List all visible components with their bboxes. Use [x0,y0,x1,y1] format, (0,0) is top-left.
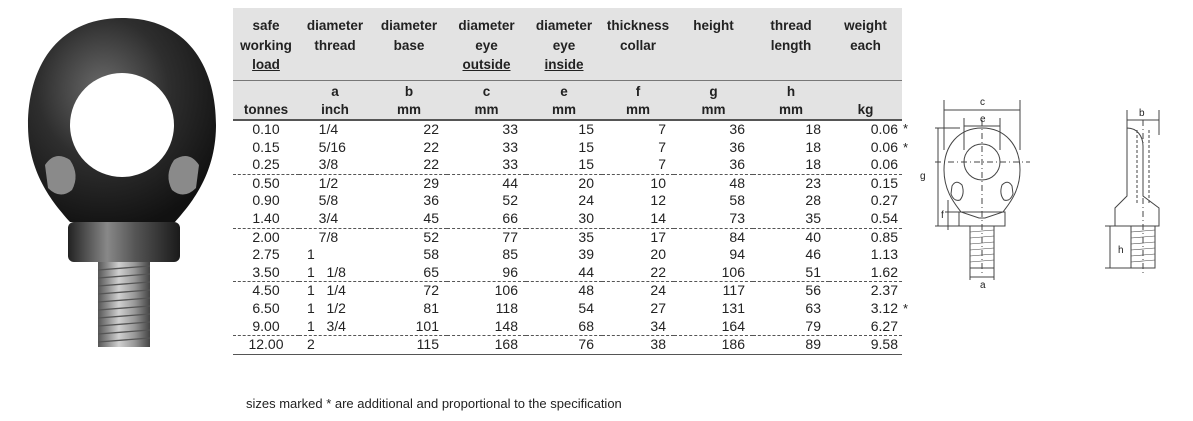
cell-h: 51 [753,264,829,282]
column-header-line1: diameter [306,18,364,33]
cell-f: 34 [602,318,674,336]
cell-c: 44 [502,174,518,191]
column-header-5 [602,8,674,81]
table-row [233,156,902,174]
column-header-0 [233,8,299,81]
cell-b: 115 [371,336,447,355]
cell-kg: 0.54 [829,210,902,228]
cell-h: 63 [805,299,821,316]
cell-f: 14 [602,210,674,228]
technical-drawing [905,90,1193,290]
cell-e: 24 [578,192,594,209]
additional-size-marker: * [903,139,909,155]
column-header-line1: safe [252,18,280,33]
cell-kg: 9.58 [829,336,902,355]
cell-g: 73 [674,210,753,228]
cell-f: 7 [658,138,666,155]
cell-b: 72 [423,282,439,299]
cell-e: 54 [578,299,594,316]
column-header-6 [674,8,753,81]
cell-c: 33 [447,156,526,174]
table-row [233,139,902,157]
column-symbol: c [482,84,491,99]
table-row [233,336,902,355]
cell-thread: 1 1/2 [307,299,346,316]
column-header-line2: working [240,37,292,53]
column-symbol: e [560,84,568,99]
cell-load: 2.00 [252,228,280,245]
column-unit-3 [447,81,526,121]
cell-load: 6.50 [252,299,280,316]
cell-b: 65 [371,264,447,282]
cell-thread: 5/16 [307,138,346,155]
cell-kg: 0.85 [870,228,898,245]
column-header-line1: diameter [535,18,593,33]
column-header-line1: diameter [380,18,438,33]
table-row [233,264,902,282]
cell-e: 20 [578,174,594,191]
eye-bolt-photo [0,0,230,421]
column-header-line2: each [850,37,881,53]
column-unit-0 [233,81,299,121]
cell-h: 35 [753,210,829,228]
cell-c: 148 [447,318,526,336]
column-unit: mm [551,102,576,117]
column-header-line2: eye [552,37,576,53]
cell-h: 23 [805,174,821,191]
column-header-line1: height [693,18,734,33]
column-header-4 [526,8,602,81]
column-header-line3: load [252,57,280,72]
column-symbol: a [331,84,339,99]
column-unit-1 [299,81,371,121]
column-unit: tonnes [243,102,289,117]
cell-kg: 1.62 [829,264,902,282]
label-e: e [980,114,986,125]
cell-f: 7 [658,121,666,137]
column-symbol: f [635,84,641,99]
column-header-line1: thickness [606,18,670,33]
cell-c: 106 [494,282,518,299]
column-symbol: h [786,84,796,99]
column-unit: mm [474,102,499,117]
label-b: b [1139,108,1145,119]
cell-g: 48 [729,174,745,191]
cell-e: 30 [526,210,602,228]
column-header-line2: base [393,37,425,53]
column-unit-5 [602,81,674,121]
cell-thread: 1/2 [307,174,339,191]
cell-f: 20 [650,246,666,263]
cell-thread: 1 3/4 [299,318,371,336]
cell-thread: 1 1/8 [299,264,371,282]
column-header-line2: length [770,37,812,53]
cell-h: 79 [753,318,829,336]
additional-size-marker: * [903,121,909,136]
table-row [233,246,902,264]
specification-table [233,8,902,355]
cell-g: 106 [674,264,753,282]
cell-b: 52 [423,228,439,245]
cell-f: 10 [650,174,666,191]
header-row-titles [233,8,902,81]
cell-c: 33 [502,121,518,137]
cell-b: 45 [371,210,447,228]
cell-thread: 7/8 [307,228,339,245]
cell-c: 52 [502,192,518,209]
cell-h: 18 [753,156,829,174]
cell-g: 117 [722,282,745,299]
cell-e: 44 [526,264,602,282]
cell-h: 18 [805,121,821,137]
label-a: a [980,280,986,290]
cell-thread: 2 [299,336,371,355]
cell-f: 22 [602,264,674,282]
column-header-line2: thread [314,37,356,53]
table-row [233,282,902,300]
cell-h: 28 [805,192,821,209]
cell-load: 0.25 [233,156,299,174]
table-body [233,120,902,354]
column-symbol: b [404,84,414,99]
cell-b: 22 [371,156,447,174]
cell-h: 56 [805,282,821,299]
cell-load: 12.00 [233,336,299,355]
column-unit-8 [829,81,902,121]
table-row [233,120,902,139]
column-unit-2 [371,81,447,121]
cell-kg: 2.37 [870,282,898,299]
column-header-line1: diameter [458,18,515,33]
cell-c: 66 [447,210,526,228]
table-row [233,192,902,210]
column-header-2 [371,8,447,81]
column-unit: mm [701,102,726,117]
footnote: sizes marked * are additional and proportional to the specification [246,396,622,411]
cell-load: 0.10 [252,121,280,137]
cell-e: 68 [526,318,602,336]
label-g: g [920,171,926,182]
cell-b: 101 [371,318,447,336]
cell-g: 36 [674,156,753,174]
cell-load: 0.15 [252,138,280,155]
cell-e: 39 [578,246,594,263]
cell-kg: 0.06 [829,156,902,174]
cell-thread: 5/8 [307,192,339,209]
column-symbol: g [709,84,718,99]
cell-kg: 0.06 [870,121,898,137]
column-unit: kg [857,102,874,117]
cell-load: 0.50 [252,174,280,191]
cell-thread: 1 1/4 [307,282,346,299]
table-row [233,300,902,318]
cell-e: 48 [578,282,594,299]
cell-e: 76 [526,336,602,355]
cell-c: 118 [495,299,518,316]
cell-h: 40 [805,228,821,245]
cell-kg: 0.15 [870,174,898,191]
header-row-units [233,81,902,121]
cell-h: 89 [753,336,829,355]
additional-size-marker: * [903,300,909,316]
table-row [233,228,902,246]
cell-b: 36 [423,192,439,209]
cell-thread: 1/4 [307,121,339,137]
cell-c: 85 [502,246,518,263]
cell-kg: 0.27 [870,192,898,209]
cell-load: 3.50 [233,264,299,282]
cell-g: 186 [674,336,753,355]
label-c: c [980,97,985,108]
cell-f: 7 [602,156,674,174]
cell-b: 22 [423,138,439,155]
cell-f: 12 [650,192,666,209]
cell-kg: 6.27 [829,318,902,336]
cell-e: 15 [578,121,594,137]
cell-g: 84 [729,228,745,245]
column-unit: inch [321,102,349,117]
cell-load: 2.75 [252,246,280,263]
table-row [233,174,902,192]
column-unit-7 [753,81,829,121]
cell-b: 29 [423,174,439,191]
cell-c: 168 [447,336,526,355]
cell-load: 0.90 [252,192,280,209]
column-header-1 [299,8,371,81]
cell-g: 131 [721,299,745,316]
column-unit-4 [526,81,602,121]
column-header-7 [753,8,829,81]
cell-c: 96 [447,264,526,282]
cell-h: 46 [805,246,821,263]
cell-load: 4.50 [252,282,280,299]
cell-f: 17 [650,228,666,245]
cell-b: 81 [423,299,439,316]
cell-load: 9.00 [233,318,299,336]
cell-g: 58 [729,192,745,209]
column-unit-6 [674,81,753,121]
cell-f: 38 [602,336,674,355]
column-header-8 [829,8,902,81]
cell-g: 94 [729,246,745,263]
cell-e: 35 [578,228,594,245]
column-header-line3: outside [462,57,511,72]
column-header-line1: thread [770,18,812,33]
cell-b: 58 [423,246,439,263]
column-header-line2: collar [619,37,657,53]
cell-f: 27 [650,299,666,316]
table-row [233,318,902,336]
cell-thread: 1 [307,246,315,263]
column-unit: mm [778,102,803,117]
cell-kg: 1.13 [870,246,898,263]
column-unit: mm [625,102,650,117]
cell-c: 77 [502,228,518,245]
cell-e: 15 [526,156,602,174]
cell-h: 18 [805,138,821,155]
label-h: h [1118,245,1124,256]
table-row [233,210,902,228]
cell-b: 22 [423,121,439,137]
cell-c: 33 [502,138,518,155]
cell-g: 36 [729,138,745,155]
cell-kg: 3.12 [870,299,898,316]
label-f: f [941,210,944,221]
cell-load: 1.40 [233,210,299,228]
cell-g: 36 [729,121,745,137]
column-header-line2: eye [475,37,498,53]
cell-f: 24 [650,282,666,299]
column-unit: mm [396,102,421,117]
column-header-3 [447,8,526,81]
cell-e: 15 [578,138,594,155]
column-header-line1: weight [844,18,887,33]
cell-kg: 0.06 [870,138,898,155]
cell-thread: 3/4 [299,210,371,228]
cell-thread: 3/8 [299,156,371,174]
column-header-line3: inside [544,57,584,72]
cell-g: 164 [674,318,753,336]
